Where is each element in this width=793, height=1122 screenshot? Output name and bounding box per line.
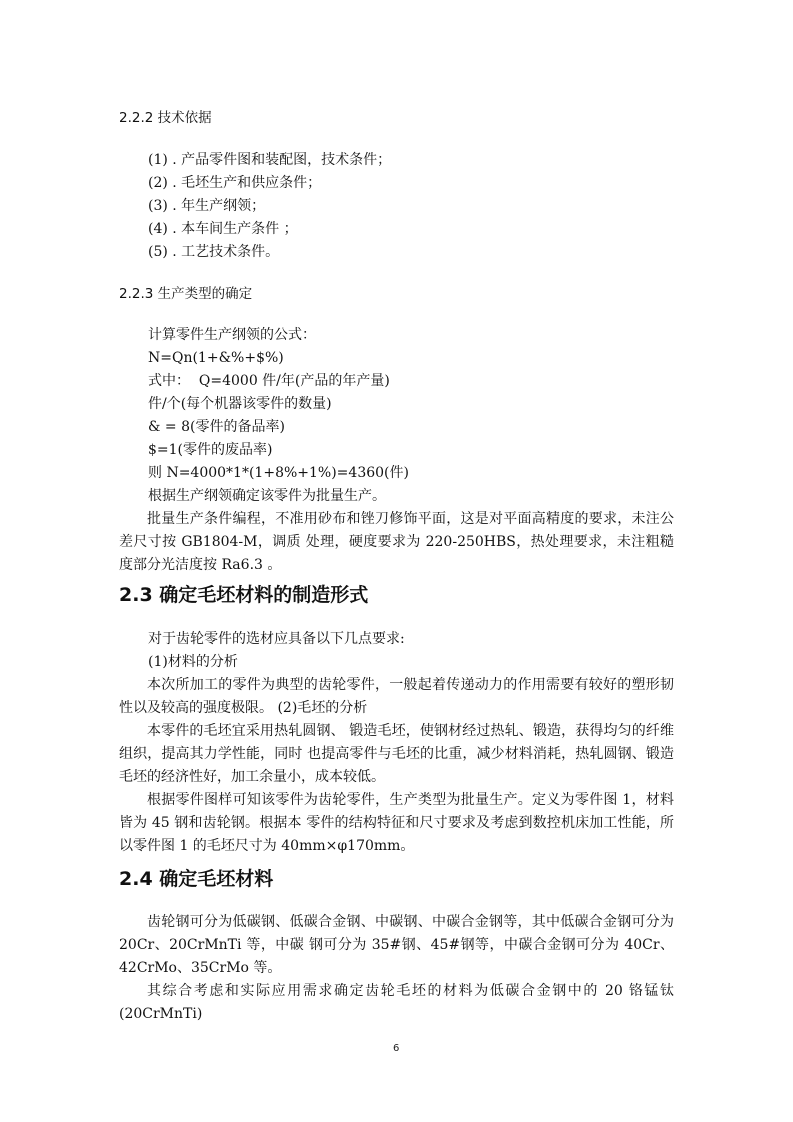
formula-line: 则 N=4000*1*(1+8%+1%)=4360(件) — [148, 465, 409, 481]
text-line: 根据生产纲领确定该零件为批量生产。 — [148, 488, 386, 504]
paragraph: 本零件的毛坯宜采用热轧圆钢、 锻造毛坯，使钢材经过热轧、锻造，获得均匀的纤维组织，提高其力学性能，同时 也提高零件与毛坯的比重，减少材料消耗，热轧圆钢、锻造毛坯的经济性好，加工余量小，成本较低。 — [119, 723, 674, 786]
paragraph: 根据零件图样可知该零件为齿轮零件，生产类型为批量生产。定义为零件图 1，材料皆为 45 钢和齿轮钢。根据本 零件的结构特征和尺寸要求及考虑到数控机床加工性能，所以零件图 1 的毛坯尺寸为 40mm×φ170mm。 — [119, 792, 674, 855]
paragraph: 齿轮钢可分为低碳钢、低碳合金钢、中碳钢、中碳合金钢等，其中低碳合金钢可分为 20Cr、20CrMnTi 等，中碳 钢可分为 35#钢、45#钢等，中碳合金钢可分为 40Cr、42CrMo、35CrMo 等。 — [119, 914, 674, 977]
paragraph: 其综合考虑和实际应用需求确定齿轮毛坯的材料为低碳合金钢中的 20 铬锰钛(20CrMnTi) — [119, 983, 674, 1023]
heading-2-2-2: 2.2.2 技术依据 — [119, 110, 212, 126]
list-item: (5) . 工艺技术条件。 — [148, 244, 280, 260]
text-line: & = 8(零件的备品率) — [148, 419, 285, 435]
list-item: (3) . 年生产纲领； — [148, 198, 266, 214]
text-line: 对于齿轮零件的选材应具备以下几点要求: — [148, 631, 405, 647]
page-number: 6 — [393, 1043, 400, 1054]
heading-2-3: 2.3 确定毛坯材料的制造形式 — [119, 584, 369, 606]
list-item: (2) . 毛坯生产和供应条件； — [148, 175, 322, 191]
text-line: 式中： Q=4000 件/年(产品的年产量) — [148, 373, 390, 389]
heading-2-2-3: 2.2.3 生产类型的确定 — [119, 286, 253, 302]
subheading: (1)材料的分析 — [148, 654, 238, 670]
paragraph: 批量生产条件编程，不准用砂布和锉刀修饰平面，这是对平面高精度的要求，未注公差尺寸按 GB1804-M，调质 处理，硬度要求为 220-250HBS，热处理要求，未注粗糙度部分光洁度按 Ra6.3 。 — [119, 511, 674, 574]
text-line: $=1(零件的废品率) — [148, 442, 273, 458]
formula-line: N=Qn(1+&%+$%) — [148, 350, 284, 366]
text-line: 计算零件生产纲领的公式： — [148, 327, 316, 343]
list-item: (1) . 产品零件图和装配图，技术条件； — [148, 152, 392, 168]
heading-2-4: 2.4 确定毛坯材料 — [119, 868, 274, 890]
list-item: (4) . 本车间生产条件 ； — [148, 221, 298, 237]
text-line: 件/个(每个机器该零件的数量) — [148, 396, 332, 412]
paragraph: 本次所加工的零件为典型的齿轮零件，一般起着传递动力的作用需要有较好的塑形韧性以及较高的强度极限。 (2)毛坯的分析 — [119, 677, 674, 717]
